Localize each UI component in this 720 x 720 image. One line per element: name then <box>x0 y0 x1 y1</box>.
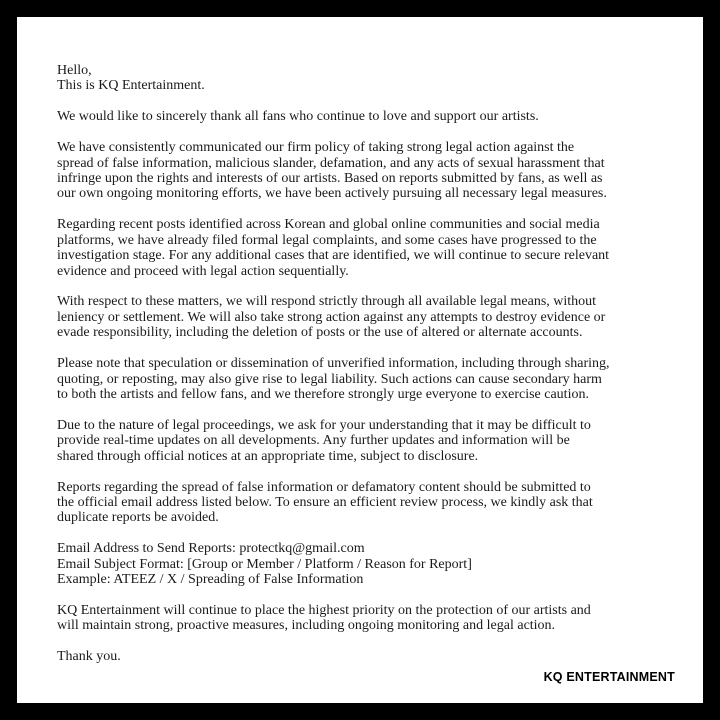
paragraph-complaints: Regarding recent posts identified across Korean and global online communities and social media platforms, we have already filed formal legal complaints, and some cases have progressed to the investigation stage. For any additional cases that are identified, we will continue to secure relevant evidence and proceed with legal action sequentially. <box>57 217 610 279</box>
report-example-line: Example: ATEEZ / X / Spreading of False Information <box>57 572 364 588</box>
paragraph-closing: KQ Entertainment will continue to place the highest priority on the protection of our artists and will maintain strong, proactive measures, including ongoing monitoring and legal action. <box>57 603 591 634</box>
paragraph-thanks: We would like to sincerely thank all fans who continue to love and support our artists. <box>57 109 539 125</box>
paragraph-no-leniency: With respect to these matters, we will respond strictly through all available legal means, without leniency or settlement. We will also take strong action against any attempts to destroy evidence or evade responsibility, including the deletion of posts or the use of altered or alternate accounts. <box>57 294 606 341</box>
paragraph-reporting: Reports regarding the spread of false information or defamatory content should be submitted to the official email address listed below. To ensure an efficient review process, we kindly ask that duplicate reports be avoided. <box>57 479 593 526</box>
paragraph-policy: We have consistently communicated our firm policy of taking strong legal action against the spread of false information, malicious slander, defamation, and any acts of sexual harassment that infringe upon the rights and interests of our artists. Based on reports submitted by fans, as well as our own ongoing monitoring efforts, we have been actively pursuing all necessary legal measures. <box>57 140 607 202</box>
sign-off: Thank you. <box>57 649 121 665</box>
intro-line: This is KQ Entertainment. <box>57 78 205 94</box>
paragraph-updates: Due to the nature of legal proceedings, we ask for your understanding that it may be difficult to provide real-time updates on all developments. Any further updates and information will be shared through official notices at an appropriate time, subject to disclosure. <box>57 417 591 464</box>
paragraph-speculation: Please note that speculation or dissemination of unverified information, including through sharing, quoting, or reposting, may also give rise to legal liability. Such actions can cause secondary harm to both the artists and fellow fans, and we therefore strongly urge everyone to exercise caution. <box>57 356 610 402</box>
report-subject-format-line: Email Subject Format: [Group or Member / Platform / Reason for Report] <box>57 556 472 572</box>
letter-body <box>57 63 667 680</box>
greeting: Hello, <box>57 63 92 78</box>
notice-card <box>17 17 703 703</box>
brand-logo-text: KQ ENTERTAINMENT <box>543 670 675 684</box>
report-email-line: Email Address to Send Reports: protectkq@gmail.com <box>57 541 365 557</box>
